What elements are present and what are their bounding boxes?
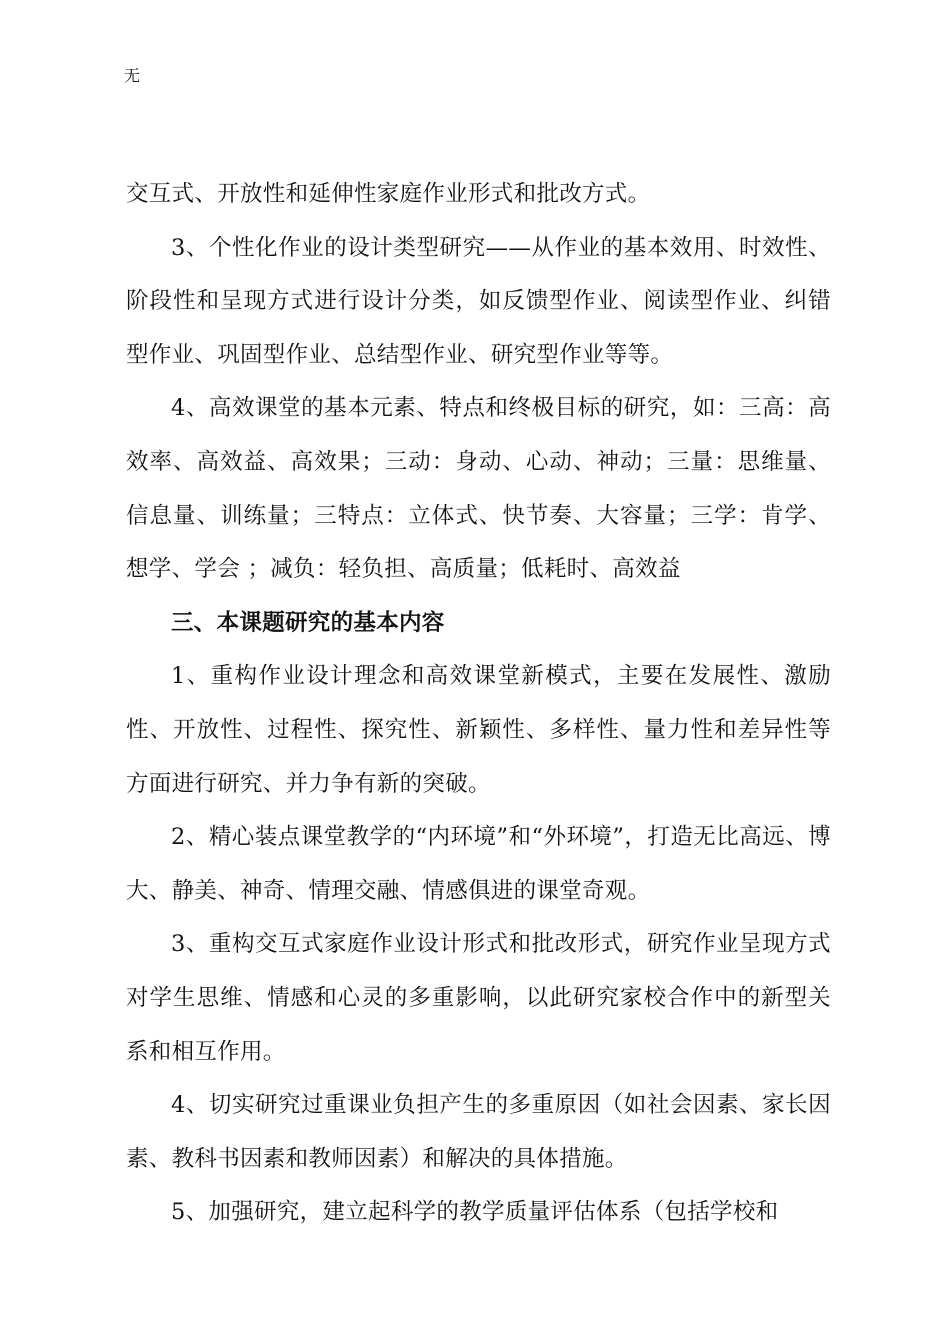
paragraph-content-3: 3、重构交互式家庭作业设计形式和批改形式，研究作业呈现方式对学生思维、情感和心灵的多重影响，以此研究家校合作中的新型关系和相互作用。 xyxy=(126,931,831,1065)
section-heading-basic-content: 三、本课题研究的基本内容 xyxy=(171,609,445,636)
paragraph-content-5: 5、加强研究，建立起科学的教学质量评估体系（包括学校和 xyxy=(171,1199,779,1226)
paragraph-continuation: 交互式、开放性和延伸性家庭作业形式和批改方式。 xyxy=(126,181,651,207)
paragraph-item-4-efficient-classroom: 4、高效课堂的基本元素、特点和终极目标的研究，如：三高：高效率、高效益、高效果；三动：身动、心动、神动；三量：思维量、信息量、训练量；三特点：立体式、快节奏、大容量；三学：肯学、想学、学会 ；减负：轻负担、高质量；低耗时、高效益 xyxy=(126,395,831,583)
paragraph-item-3-homework-types: 3、个性化作业的设计类型研究——从作业的基本效用、时效性、阶段性和呈现方式进行设计分类，如反馈型作业、阅读型作业、纠错型作业、巩固型作业、总结型作业、研究型作业等等。 xyxy=(126,234,831,368)
paragraph-content-2: 2、精心装点课堂教学的“内环境”和“外环境”，打造无比高远、博大、静美、神奇、情理交融、情感俱进的课堂奇观。 xyxy=(126,824,831,904)
document-body xyxy=(126,168,831,1240)
paragraph-content-1: 1、重构作业设计理念和高效课堂新模式，主要在发展性、激励性、开放性、过程性、探究性、新颖性、多样性、量力性和差异性等方面进行研究、并力争有新的突破。 xyxy=(126,663,831,797)
page-header-mark: 无 xyxy=(124,66,141,85)
paragraph-content-4: 4、切实研究过重课业负担产生的多重原因（如社会因素、家长因素、教科书因素和教师因素）和解决的具体措施。 xyxy=(126,1092,831,1172)
